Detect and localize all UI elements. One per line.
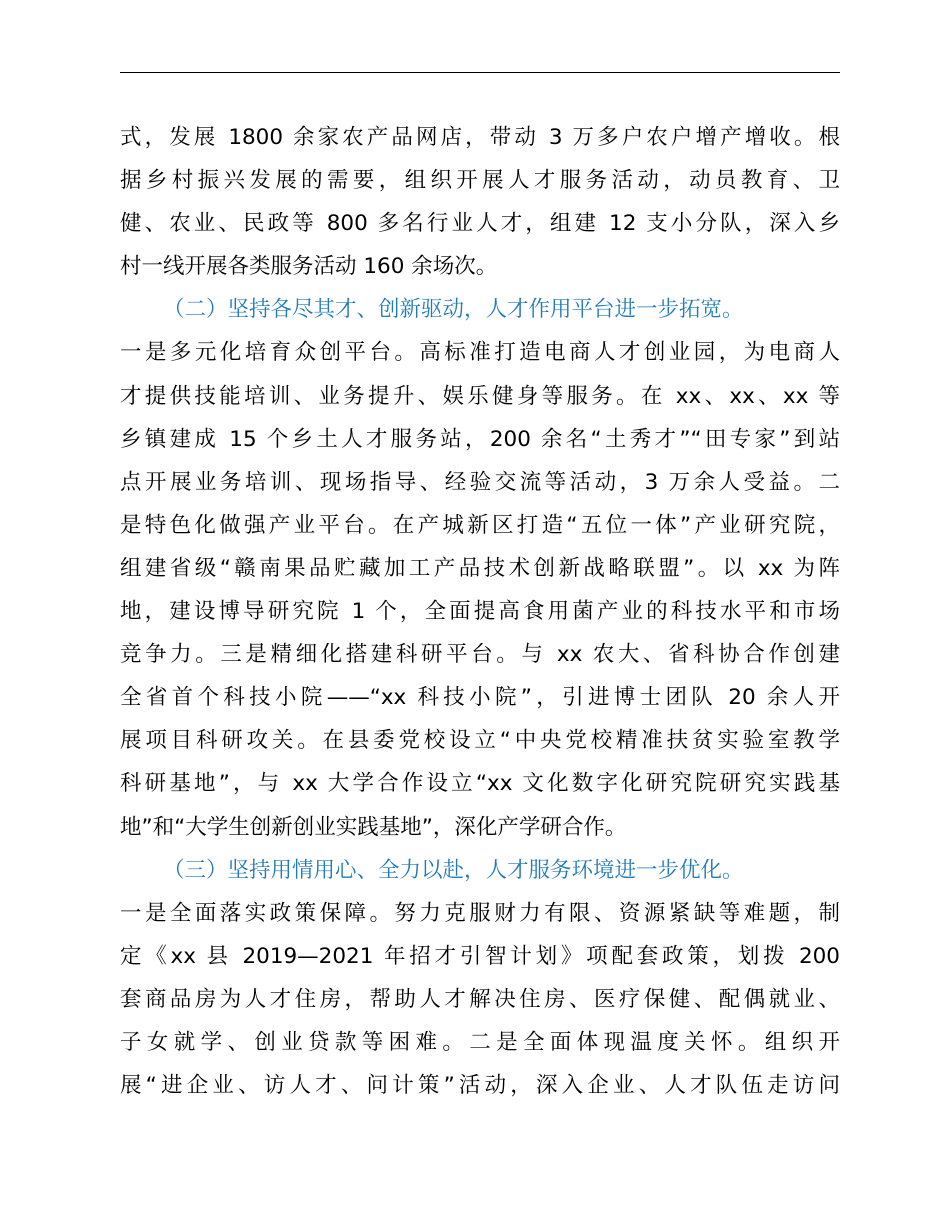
text-line: 全省首个科技小院——“xx 科技小院”，引进博士团队 20 余人开 [120,685,840,711]
text-line: 才提供技能培训、业务提升、娱乐健身等服务。在 xx、xx、xx 等 [120,383,840,409]
text-line: 竞争力。三是精细化搭建科研平台。与 xx 农大、省科协合作创建 [120,642,840,668]
text-line: 据乡村振兴发展的需要，组织开展人才服务活动，动员教育、卫 [120,168,840,194]
text-line: 子女就学、创业贷款等困难。二是全面体现温度关怀。组织开 [120,1029,840,1055]
text-line: 地，建设博导研究院 1 个，全面提高食用菌产业的科技水平和市场 [120,599,840,625]
text-line: 定《xx 县 2019—2021 年招才引智计划》项配套政策，划拨 200 [120,943,840,969]
header-rule [120,72,840,73]
text-line: 地”和“大学生创新创业实践基地”，深化产学研合作。 [120,814,627,840]
text-line: 式，发展 1800 余家农产品网店，带动 3 万多户农户增产增收。根 [120,125,840,150]
text-line: 点开展业务培训、现场指导、经验交流等活动，3 万余人受益。二 [120,469,840,495]
text-line: 健、农业、民政等 800 多名行业人才，组建 12 支小分队，深入乡 [120,211,840,237]
text-line: 科研基地”，与 xx 大学合作设立“xx 文化数字化研究院研究实践基 [120,771,840,797]
text-line: 一是多元化培育众创平台。高标准打造电商人才创业园，为电商人 [120,340,840,366]
section-heading: （二）坚持各尽其才、创新驱动，人才作用平台进一步拓宽。 [163,297,744,323]
section-heading: （三）坚持用情用心、全力以赴，人才服务环境进一步优化。 [163,857,744,883]
text-line: 组建省级“赣南果品贮藏加工产品技术创新战略联盟”。以 xx 为阵 [120,555,840,581]
text-line: 展项目科研攻关。在县委党校设立“中央党校精准扶贫实验室教学 [120,728,840,754]
text-line: 乡镇建成 15 个乡土人才服务站，200 余名“土秀才”“田专家”到站 [120,426,840,452]
text-line: 是特色化做强产业平台。在产城新区打造“五位一体”产业研究院， [120,512,840,538]
document-body [120,116,840,1107]
text-line: 套商品房为人才住房，帮助人才解决住房、医疗保健、配偶就业、 [120,986,840,1012]
text-line: 一是全面落实政策保障。努力克服财力有限、资源紧缺等难题，制 [120,900,840,926]
text-line: 村一线开展各类服务活动 160 余场次。 [120,254,498,280]
text-line: 展“进企业、访人才、问计策”活动，深入企业、人才队伍走访问 [120,1073,840,1099]
